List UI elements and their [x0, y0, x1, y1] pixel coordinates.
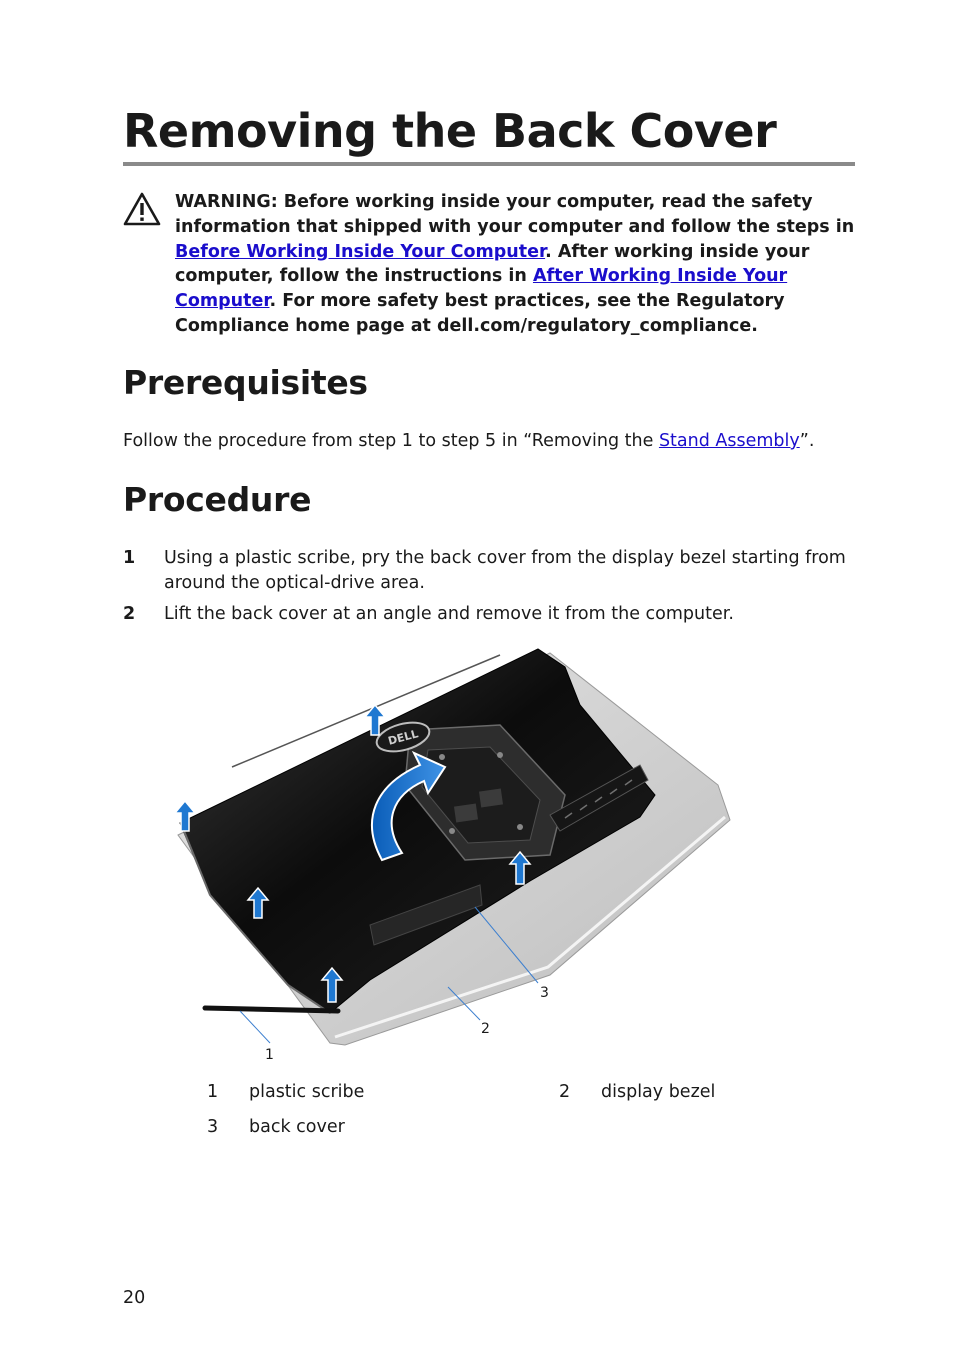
legend-label: display bezel: [601, 1082, 716, 1102]
legend-number: 2: [559, 1082, 571, 1102]
stand-assembly-link[interactable]: Stand Assembly: [658, 431, 800, 451]
prerequisites-text: [123, 429, 883, 454]
step-number: 1: [123, 548, 136, 568]
warning-text-part1: WARNING: Before working inside your computer, read the safety information that shipped with your computer and follow the steps in: [175, 192, 855, 237]
dell-logo-text: DELL: [386, 727, 420, 748]
procedure-step: [123, 546, 855, 596]
plastic-scribe: [205, 1008, 338, 1011]
warning-text: [175, 190, 855, 339]
legend-number: 1: [207, 1082, 219, 1102]
step-number: 2: [123, 604, 136, 624]
procedure-heading: Procedure: [123, 480, 312, 519]
step-text: Lift the back cover at an angle and remove it from the computer.: [164, 604, 734, 624]
before-working-link[interactable]: Before Working Inside Your Computer: [175, 241, 546, 262]
page-number: 20: [123, 1288, 146, 1308]
callout-3: 3: [540, 985, 549, 1001]
legend-number: 3: [207, 1117, 219, 1137]
prerequisites-text-after: ”.: [799, 431, 815, 451]
prerequisites-text-before: Follow the procedure from step 1 to step 5 in “Removing the: [123, 431, 659, 451]
warning-triangle-icon: [123, 192, 161, 226]
legend-label: back cover: [249, 1117, 345, 1137]
back-cover-removal-illustration: [170, 645, 750, 1065]
callout-1: 1: [265, 1047, 274, 1063]
page-title: Removing the Back Cover: [123, 100, 855, 166]
callout-2: 2: [481, 1021, 490, 1037]
warning-text-part3: . For more safety best practices, see the Regulatory Compliance home page at dell.com/regulatory_compliance.: [175, 291, 785, 336]
prerequisites-heading: Prerequisites: [123, 363, 368, 402]
warning-text-part2: . After working inside your computer, follow the instructions in: [175, 241, 810, 287]
procedure-step: [123, 602, 855, 627]
legend-label: plastic scribe: [249, 1082, 365, 1102]
after-working-link[interactable]: After Working Inside Your Computer: [175, 266, 788, 312]
step-text: Using a plastic scribe, pry the back cover from the display bezel starting from around the optical-drive area.: [164, 548, 846, 593]
